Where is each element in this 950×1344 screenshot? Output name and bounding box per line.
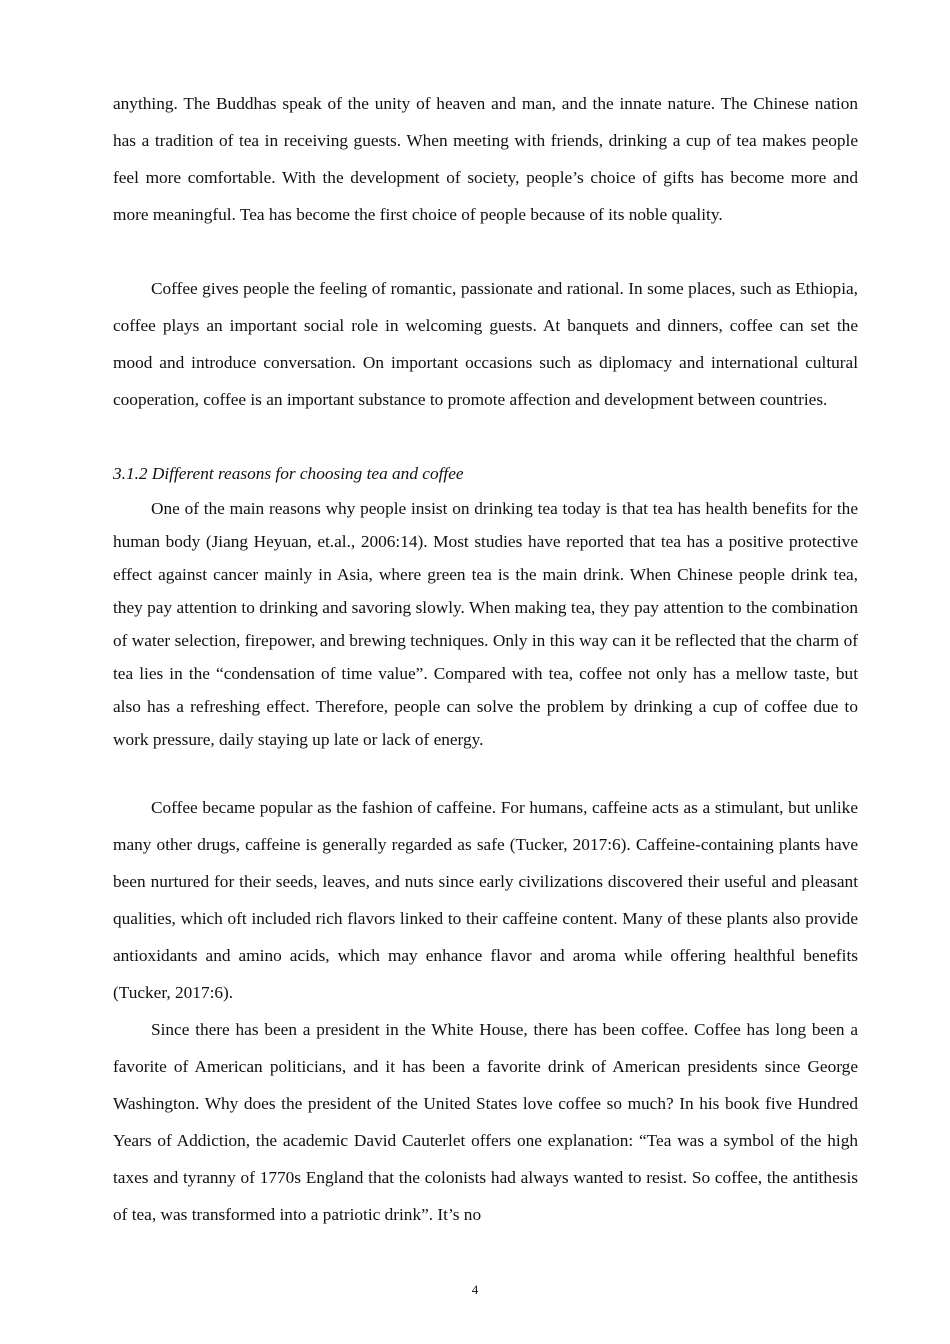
section-heading: 3.1.2 Different reasons for choosing tea and coffee: [113, 464, 464, 483]
paragraph-tea-hospitality: anything. The Buddhas speak of the unity of heaven and man, and the innate nature. The Chinese nation has a tradition of tea in receiving guests. When meeting with friends, drinking a cup of tea makes people feel more comfortable. With the development of society, people’s choice of gifts has become more and more meaningful. Tea has become the first choice of people because of its noble quality.: [113, 94, 858, 225]
paragraph-white-house-coffee: Since there has been a president in the White House, there has been coffee. Coffee has long been a favorite of American politicians, and it has been a favorite drink of American presidents since George Washington. Why does the president of the United States love coffee so much? In his book five Hundred Years of Addiction, the academic David Cauterlet offers one explanation: “Tea was a symbol of the high taxes and tyranny of 1770s England that the colonists had always wanted to resist. So coffee, the antithesis of tea, was transformed into a patriotic drink”. It’s no: [113, 1020, 858, 1225]
paragraph-health-benefits: One of the main reasons why people insist on drinking tea today is that tea has health benefits for the human body (Jiang Heyuan, et.al., 2006:14). Most studies have reported that tea has a positive protective effect against cancer mainly in Asia, where green tea is the main drink. When Chinese people drink tea, they pay attention to drinking and savoring slowly. When making tea, they pay attention to the combination of water selection, firepower, and brewing techniques. Only in this way can it be reflected that the charm of tea lies in the “condensation of time value”. Compared with tea, coffee not only has a mellow taste, but also has a refreshing effect. Therefore, people can solve the problem by drinking a cup of coffee due to work pressure, daily staying up late or lack of energy.: [113, 499, 858, 749]
paragraph-caffeine: Coffee became popular as the fashion of caffeine. For humans, caffeine acts as a stimulant, but unlike many other drugs, caffeine is generally regarded as safe (Tucker, 2017:6). Caffeine-containing plants have been nurtured for their seeds, leaves, and nuts since early civilizations discovered their useful and pleasant qualities, which oft included rich flavors linked to their caffeine content. Many of these plants also provide antioxidants and amino acids, which may enhance flavor and aroma while offering healthful benefits (Tucker, 2017:6).: [113, 798, 858, 1003]
paragraph-coffee-social-role: Coffee gives people the feeling of romantic, passionate and rational. In some places, such as Ethiopia, coffee plays an important social role in welcoming guests. At banquets and dinners, coffee can set the mood and introduce conversation. On important occasions such as diplomacy and international cultural cooperation, coffee is an important substance to promote affection and development between countries.: [113, 279, 858, 410]
page-number: 4: [471, 1282, 479, 1297]
